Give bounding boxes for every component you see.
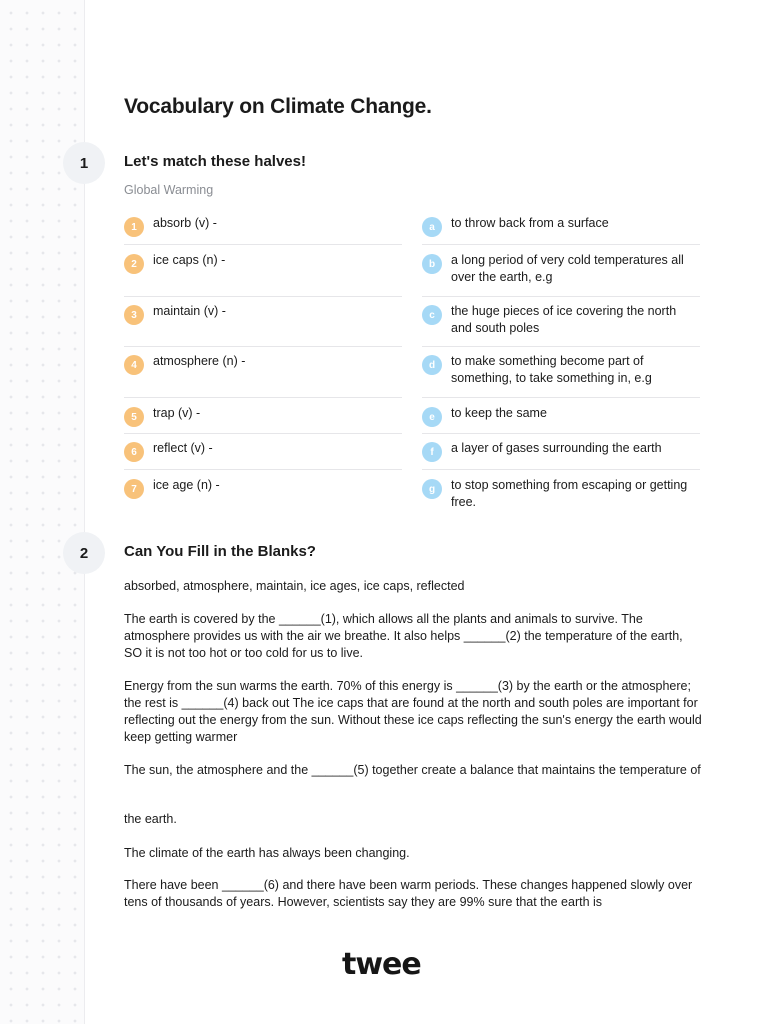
paragraph: the earth. <box>124 812 177 826</box>
definition-letter-badge: g <box>422 479 442 499</box>
definition-text: to keep the same <box>451 406 547 420</box>
term-row <box>124 405 402 434</box>
term-text: atmosphere (n) - <box>153 354 246 368</box>
term-number-badge: 2 <box>124 254 144 274</box>
term-number-badge: 3 <box>124 305 144 325</box>
term-row <box>124 477 402 513</box>
word-bank: absorbed, atmosphere, maintain, ice ages, ice caps, reflected <box>124 579 465 593</box>
definition-row <box>422 477 700 513</box>
term-number-badge: 7 <box>124 479 144 499</box>
term-text: absorb (v) - <box>153 216 217 230</box>
term-number-badge: 1 <box>124 217 144 237</box>
definition-text: a long period of very cold temperatures all over the earth, e.g <box>451 253 684 284</box>
term-text: ice age (n) - <box>153 478 220 492</box>
paragraph: The sun, the atmosphere and the ______(5) together create a balance that maintains the temperature of <box>124 763 701 777</box>
definition-text: a layer of gases surrounding the earth <box>451 441 662 455</box>
paragraph: The earth is covered by the ______(1), which allows all the plants and animals to survive. The atmosphere provides us with the air we breathe. It also helps ______(2) the temperature of the earth, SO it is not too hot or too cold for us to live. <box>124 612 683 660</box>
definition-letter-badge: a <box>422 217 442 237</box>
term-text: reflect (v) - <box>153 441 213 455</box>
term-row <box>124 303 402 347</box>
definition-letter-badge: c <box>422 305 442 325</box>
definition-letter-badge: e <box>422 407 442 427</box>
section-2-heading: Can You Fill in the Blanks? <box>124 543 316 560</box>
twee-logo: twee <box>342 947 421 982</box>
definition-text: to make something become part of something, to take something in, e.g <box>451 354 652 385</box>
definition-letter-badge: d <box>422 355 442 375</box>
definition-text: the huge pieces of ice covering the north and south poles <box>451 304 677 335</box>
definition-row <box>422 252 700 297</box>
definition-row <box>422 215 700 245</box>
section-1-subtitle: Global Warming <box>124 183 214 197</box>
term-row <box>124 353 402 398</box>
term-text: trap (v) - <box>153 406 201 420</box>
paragraph: Energy from the sun warms the earth. 70% of this energy is ______(3) by the earth or the atmosphere; the rest is ______(4) back out The ice caps that are found at the north and south poles are important for reflecting out the energy from the sun. Without these ice caps reflecting the sun's energy the earth would keep getting warmer <box>124 679 702 744</box>
definition-row <box>422 405 700 434</box>
definition-text: to throw back from a surface <box>451 216 609 230</box>
definition-letter-badge: b <box>422 254 442 274</box>
definition-row <box>422 303 700 347</box>
page-title: Vocabulary on Climate Change. <box>124 95 432 118</box>
definition-text: to stop something from escaping or getting free. <box>451 478 688 509</box>
term-row <box>124 215 402 245</box>
definition-row <box>422 440 700 470</box>
section-1-heading: Let's match these halves! <box>124 153 306 170</box>
term-number-badge: 5 <box>124 407 144 427</box>
term-row <box>124 440 402 470</box>
paragraph: The climate of the earth has always been changing. <box>124 846 410 860</box>
definition-letter-badge: f <box>422 442 442 462</box>
term-number-badge: 6 <box>124 442 144 462</box>
term-number-badge: 4 <box>124 355 144 375</box>
paragraph: There have been ______(6) and there have been warm periods. These changes happened slowly over tens of thousands of years. However, scientists say they are 99% sure that the earth is <box>124 878 693 909</box>
term-row <box>124 252 402 297</box>
section-1-number-badge: 1 <box>63 142 105 184</box>
section-2-number-badge: 2 <box>63 532 105 574</box>
definition-row <box>422 353 700 398</box>
term-text: ice caps (n) - <box>153 253 226 267</box>
term-text: maintain (v) - <box>153 304 226 318</box>
